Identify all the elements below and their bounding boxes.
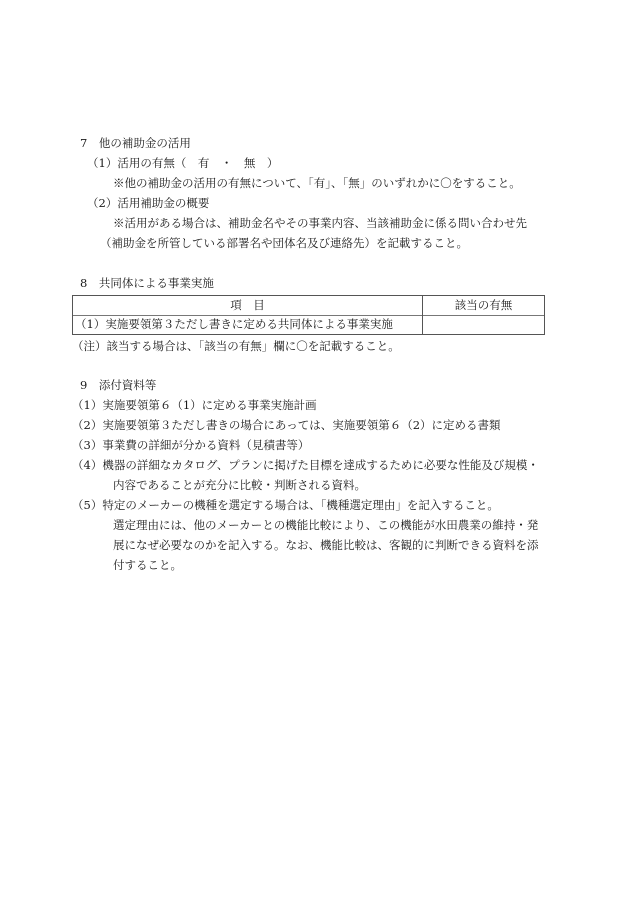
attachment-item-1: （1）実施要領第６（1）に定める事業実施計画: [72, 398, 317, 412]
attachment-item-3: （3）事業費の詳細が分かる資料（見積書等）: [72, 438, 310, 452]
section-7-heading: 7 他の補助金の活用: [80, 136, 191, 150]
table-header-row: [73, 296, 544, 316]
section-9-heading: 9 添付資料等: [80, 378, 157, 392]
section-8-note: （注）該当する場合は、「該当の有無」欄に〇を記載すること。: [72, 339, 400, 353]
subsidy-overview-note-1: ※活用がある場合は、補助金名やその事業内容、当該補助金に係る問い合わせ先: [113, 216, 527, 230]
subsidy-overview-note-2: （補助金を所管している部署名や団体名及び連絡先）を記載すること。: [100, 236, 468, 250]
row-item: （1）実施要領第３ただし書きに定める共同体による事業実施: [73, 315, 423, 334]
consortium-table: [72, 295, 545, 335]
attachment-item-2: （2）実施要領第３ただし書きの場合にあっては、実施要領第６（2）に定める書類: [72, 418, 501, 432]
attachment-item-5-cont-1: 選定理由には、他のメーカーとの機能比較により、この機能が水田農業の維持・発: [113, 518, 539, 532]
subsidy-overview-item: （2）活用補助金の概要: [87, 196, 210, 210]
attachment-item-4: （4）機器の詳細なカタログ、プランに掲げた目標を達成するために必要な性能及び規模・: [72, 458, 539, 472]
table-row: [73, 315, 544, 334]
header-applicable: 該当の有無: [454, 298, 513, 312]
section-8-heading: 8 共同体による事業実施: [80, 276, 214, 290]
attachment-item-4-cont: 内容であることが充分に比較・判断される資料。: [113, 478, 366, 492]
attachment-item-5-cont-2: 展になぜ必要なのかを記入する。なお、機能比較は、客観的に判断できる資料を添: [113, 538, 539, 552]
row-applicable-cell[interactable]: [423, 315, 544, 334]
usage-presence-note: ※他の補助金の活用の有無について、「有」、「無」のいずれかに〇をすること。: [113, 176, 521, 190]
usage-presence-item: （1）活用の有無（ 有 ・ 無 ）: [87, 156, 279, 170]
attachment-item-5-cont-3: 付すること。: [113, 558, 182, 572]
attachment-item-5: （5）特定のメーカーの機種を選定する場合は、「機種選定理由」を記入すること。: [72, 498, 499, 512]
header-item: 項 目: [73, 296, 423, 315]
